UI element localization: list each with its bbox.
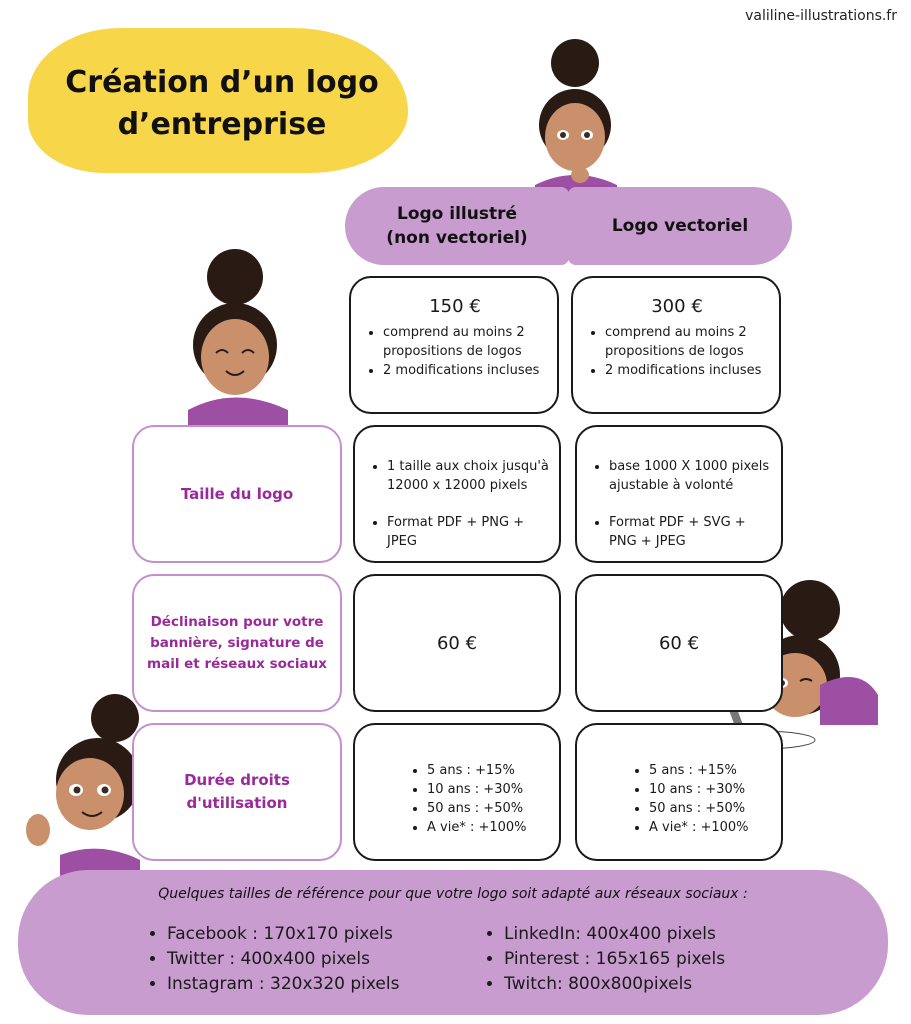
pricing-card-vectoriel xyxy=(571,276,781,414)
declinaison-card-illustre: 60 € xyxy=(353,574,561,712)
references-intro: Quelques tailles de référence pour que votre logo soit adapté aux réseaux sociaux : xyxy=(158,886,748,902)
site-url: valiline-illustrations.fr xyxy=(745,8,897,24)
taille-card-illustre xyxy=(353,425,561,563)
list-item: • Facebook : 170x170 pixels xyxy=(167,922,399,947)
list-item: • Twitch: 800x800pixels xyxy=(504,972,725,997)
column-header-line-2: (non vectoriel) xyxy=(386,228,528,248)
taille-list xyxy=(589,457,771,551)
character-happy-illustration xyxy=(180,245,295,435)
list-item: • LinkedIn: 400x400 pixels xyxy=(504,922,725,947)
list-item: • A vie* : +100% xyxy=(649,818,781,837)
list-item: • 50 ans : +50% xyxy=(649,799,781,818)
list-item: • base 1000 X 1000 pixels ajustable à volonté xyxy=(609,457,771,495)
declinaison-card-vectoriel: 60 € xyxy=(575,574,783,712)
column-header-logo-illustre xyxy=(345,187,569,265)
list-item: • 10 ans : +30% xyxy=(427,780,559,799)
droits-list xyxy=(407,761,559,837)
droits-card-vectoriel xyxy=(575,723,783,861)
list-item: • Twitter : 400x400 pixels xyxy=(167,947,399,972)
row-label-declinaison: Déclinaison pour votre bannière, signature de mail et réseaux sociaux xyxy=(132,574,342,712)
row-label-droits: Durée droits d'utilisation xyxy=(132,723,342,861)
list-item: • comprend au moins 2 propositions de logos xyxy=(383,323,547,361)
price: 150 € xyxy=(429,296,481,317)
list-item: • 1 taille aux choix jusqu'à 12000 x 12000 pixels xyxy=(387,457,549,495)
list-item: • Format PDF + SVG + PNG + JPEG xyxy=(609,513,771,551)
column-header-line-1: Logo illustré xyxy=(396,204,518,224)
droits-card-illustre xyxy=(353,723,561,861)
pricing-card-illustre xyxy=(349,276,559,414)
list-item: • 5 ans : +15% xyxy=(427,761,559,780)
list-item: • 50 ans : +50% xyxy=(427,799,559,818)
references-right xyxy=(482,922,725,997)
list-item: • 10 ans : +30% xyxy=(649,780,781,799)
pricing-list xyxy=(363,323,547,380)
list-item: • Format PDF + PNG + JPEG xyxy=(387,513,549,551)
column-header-logo-vectoriel: Logo vectoriel xyxy=(568,187,792,265)
price: 300 € xyxy=(651,296,703,317)
list-item: • 5 ans : +15% xyxy=(649,761,781,780)
title-line-1: Création d’un logo xyxy=(65,65,379,100)
list-item: • Instagram : 320x320 pixels xyxy=(167,972,399,997)
list-item: • 2 modifications incluses xyxy=(383,361,547,380)
pricing-list xyxy=(585,323,769,380)
character-waving-illustration xyxy=(20,690,150,895)
references-left xyxy=(145,922,399,997)
list-item: • A vie* : +100% xyxy=(427,818,559,837)
list-item: • 2 modifications incluses xyxy=(605,361,769,380)
title-line-2: d’entreprise xyxy=(117,107,327,142)
page-title xyxy=(62,62,382,146)
taille-card-vectoriel xyxy=(575,425,783,563)
droits-list xyxy=(629,761,781,837)
row-label-taille: Taille du logo xyxy=(132,425,342,563)
list-item: • comprend au moins 2 propositions de logos xyxy=(605,323,769,361)
list-item: • Pinterest : 165x165 pixels xyxy=(504,947,725,972)
taille-list xyxy=(367,457,549,551)
